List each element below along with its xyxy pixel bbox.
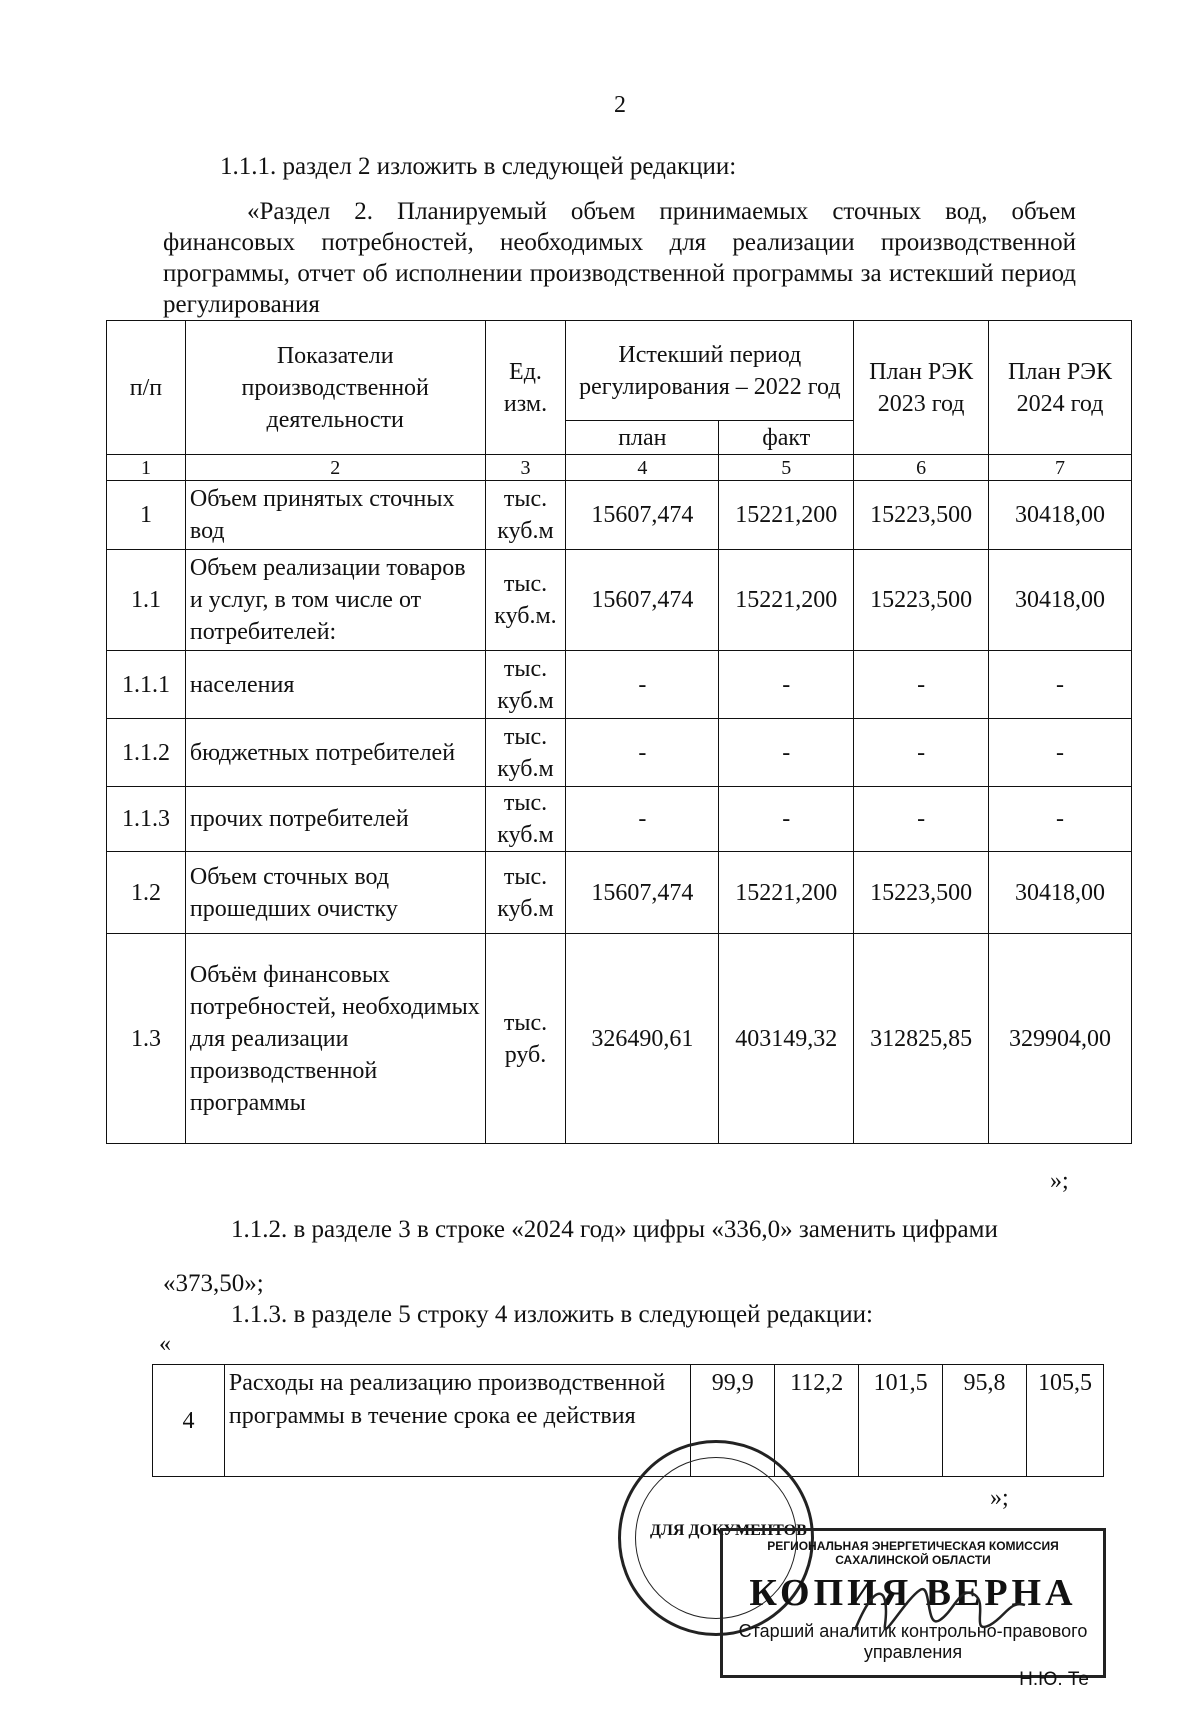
row-2023: 15223,500 bbox=[854, 550, 989, 651]
row-name: населения bbox=[185, 651, 485, 719]
row-2024: 30418,00 bbox=[989, 852, 1132, 934]
page-number: 2 bbox=[614, 92, 626, 118]
row-name: Расходы на реализацию производственной программы в течение срока ее действия bbox=[224, 1365, 690, 1477]
opening-quote: « bbox=[159, 1331, 171, 1357]
row-number: 1.2 bbox=[107, 852, 186, 934]
closing-quote: »; bbox=[990, 1485, 1009, 1511]
row-number: 4 bbox=[153, 1365, 225, 1477]
col-number: 3 bbox=[485, 455, 566, 481]
table-row bbox=[107, 481, 1132, 550]
row-number: 1.1.1 bbox=[107, 651, 186, 719]
row-number: 1.3 bbox=[107, 934, 186, 1144]
col-number: 4 bbox=[566, 455, 719, 481]
row-2023: 15223,500 bbox=[854, 481, 989, 550]
row-unit: тыс. куб.м bbox=[485, 719, 566, 787]
closing-quote: »; bbox=[1050, 1168, 1069, 1194]
row-fact: 15221,200 bbox=[719, 481, 854, 550]
section-5-row-table bbox=[152, 1364, 1104, 1477]
row-number: 1.1.2 bbox=[107, 719, 186, 787]
row-value: 95,8 bbox=[943, 1365, 1027, 1477]
row-fact: - bbox=[719, 651, 854, 719]
row-name: Объем принятых сточных вод bbox=[185, 481, 485, 550]
table-row bbox=[107, 852, 1132, 934]
row-value: 99,9 bbox=[691, 1365, 775, 1477]
row-2024: - bbox=[989, 787, 1132, 852]
stamp-signer-name: Н.Ю. Те bbox=[1019, 1669, 1089, 1690]
row-name: бюджетных потребителей bbox=[185, 719, 485, 787]
col-number: 6 bbox=[854, 455, 989, 481]
row-number: 1.1.3 bbox=[107, 787, 186, 852]
header-previous-period: Истекший период регулирования – 2022 год bbox=[566, 321, 854, 421]
row-fact: - bbox=[719, 719, 854, 787]
row-value: 105,5 bbox=[1026, 1365, 1103, 1477]
row-unit: тыс. куб.м bbox=[485, 852, 566, 934]
row-plan: - bbox=[566, 719, 719, 787]
seal-docs-label: ДЛЯ ДОКУМЕНТОВ bbox=[650, 1522, 807, 1539]
row-plan: - bbox=[566, 651, 719, 719]
row-fact: 15221,200 bbox=[719, 852, 854, 934]
row-plan: 15607,474 bbox=[566, 481, 719, 550]
row-unit: тыс. куб.м bbox=[485, 787, 566, 852]
header-pp: п/п bbox=[107, 321, 186, 455]
table-row bbox=[153, 1365, 1104, 1477]
row-fact: - bbox=[719, 787, 854, 852]
paragraph-1-1-3: 1.1.3. в разделе 5 строку 4 изложить в следующей редакции: bbox=[231, 1301, 873, 1328]
row-fact: 403149,32 bbox=[719, 934, 854, 1144]
stamp-title: КОПИЯ ВЕРНА bbox=[749, 1572, 1077, 1614]
row-plan: - bbox=[566, 787, 719, 852]
row-unit: тыс. куб.м bbox=[485, 481, 566, 550]
section-2-heading: «Раздел 2. Планируемый объем принимаемых сточных вод, объем финансовых потребностей, необходимых для реализации производственной программы, отчет об исполнении производственной программы за истекший период регулирования bbox=[163, 198, 1076, 318]
table-row bbox=[107, 719, 1132, 787]
row-unit: тыс. куб.м. bbox=[485, 550, 566, 651]
row-2023: - bbox=[854, 719, 989, 787]
row-2023: - bbox=[854, 787, 989, 852]
row-2023: 15223,500 bbox=[854, 852, 989, 934]
header-fact: факт bbox=[719, 421, 854, 455]
table-row bbox=[107, 787, 1132, 852]
paragraph-1-1-1: 1.1.1. раздел 2 изложить в следующей редакции: bbox=[220, 153, 737, 180]
paragraph-1-1-2: 1.1.2. в разделе 3 в строке «2024 год» цифры «336,0» заменить цифрами «373,50»; bbox=[163, 1216, 998, 1297]
stamp-position: Старший аналитик контрольно-правового управления bbox=[738, 1621, 1088, 1662]
row-name: Объем сточных вод прошедших очистку bbox=[185, 852, 485, 934]
row-value: 101,5 bbox=[859, 1365, 943, 1477]
row-fact: 15221,200 bbox=[719, 550, 854, 651]
col-number: 7 bbox=[989, 455, 1132, 481]
row-name: Объём финансовых потребностей, необходимых для реализации производственной программы bbox=[185, 934, 485, 1144]
row-2024: - bbox=[989, 651, 1132, 719]
row-2023: 312825,85 bbox=[854, 934, 989, 1144]
header-plan-2023: План РЭК 2023 год bbox=[854, 321, 989, 455]
stamp-organization: РЕГИОНАЛЬНАЯ ЭНЕРГЕТИЧЕСКАЯ КОМИССИЯ САХАЛИНСКОЙ ОБЛАСТИ bbox=[767, 1539, 1059, 1567]
row-unit: тыс. руб. bbox=[485, 934, 566, 1144]
col-number: 1 bbox=[107, 455, 186, 481]
row-2024: - bbox=[989, 719, 1132, 787]
header-plan: план bbox=[566, 421, 719, 455]
row-2023: - bbox=[854, 651, 989, 719]
col-number: 2 bbox=[185, 455, 485, 481]
table-row bbox=[107, 651, 1132, 719]
row-plan: 15607,474 bbox=[566, 852, 719, 934]
header-unit: Ед. изм. bbox=[485, 321, 566, 455]
header-indicators: Показатели производственной деятельности bbox=[185, 321, 485, 455]
row-name: прочих потребителей bbox=[185, 787, 485, 852]
row-2024: 329904,00 bbox=[989, 934, 1132, 1144]
row-2024: 30418,00 bbox=[989, 481, 1132, 550]
table-row bbox=[107, 934, 1132, 1144]
header-plan-2024: План РЭК 2024 год bbox=[989, 321, 1132, 455]
row-unit: тыс. куб.м bbox=[485, 651, 566, 719]
row-2024: 30418,00 bbox=[989, 550, 1132, 651]
row-plan: 15607,474 bbox=[566, 550, 719, 651]
signature bbox=[850, 1570, 1030, 1650]
row-plan: 326490,61 bbox=[566, 934, 719, 1144]
production-program-table bbox=[106, 320, 1132, 1144]
table-row bbox=[107, 550, 1132, 651]
col-number: 5 bbox=[719, 455, 854, 481]
row-number: 1.1 bbox=[107, 550, 186, 651]
row-name: Объем реализации товаров и услуг, в том числе от потребителей: bbox=[185, 550, 485, 651]
row-value: 112,2 bbox=[775, 1365, 859, 1477]
row-number: 1 bbox=[107, 481, 186, 550]
